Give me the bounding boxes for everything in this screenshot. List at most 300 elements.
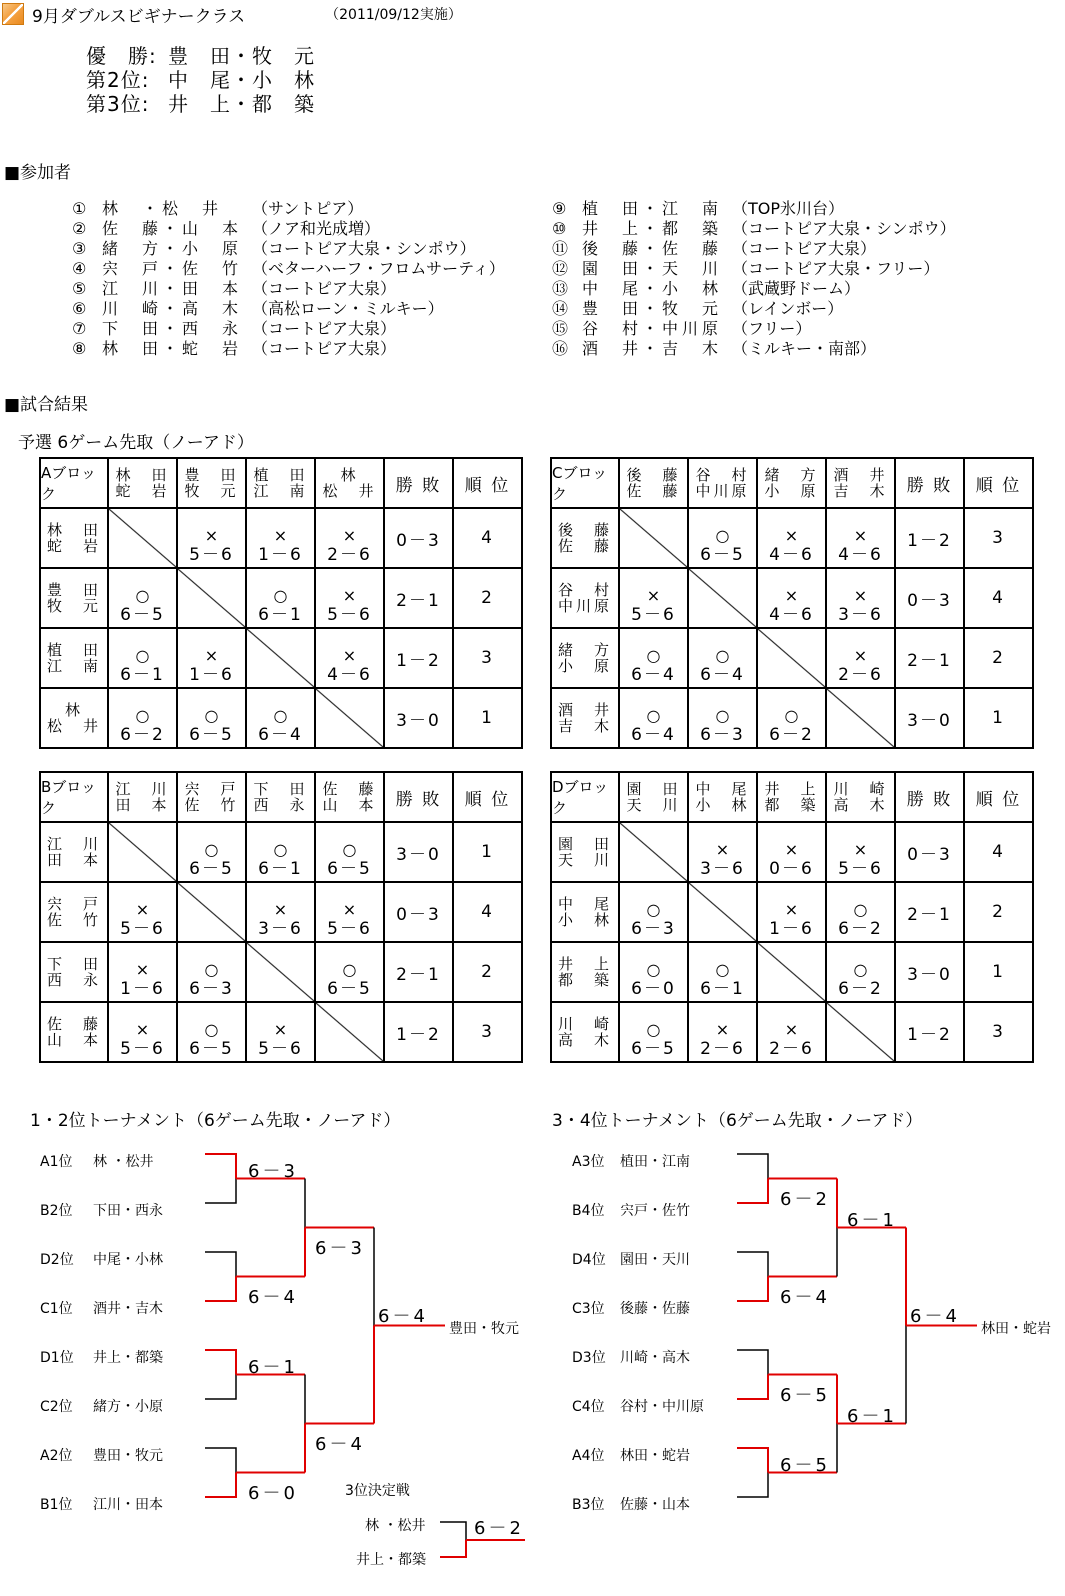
player-name: 都 築: [764, 796, 819, 814]
player-name: 宍 戸: [184, 780, 239, 798]
player-name: 緒 方: [557, 641, 612, 659]
match-score: 2－6: [327, 545, 372, 565]
match-score: 6－5: [120, 605, 165, 625]
match-score: 1－6: [258, 545, 303, 565]
participant-number: ⑯: [552, 339, 569, 358]
player-name: 園 田: [557, 835, 612, 853]
event-date: （2011/09/12実施）: [325, 7, 462, 23]
bracket-line: [205, 1473, 236, 1498]
player-name: 山 本: [46, 1031, 101, 1049]
result-mark: ○: [646, 1020, 661, 1039]
bracket-seed: C3位: [572, 1301, 605, 1317]
bracket-seed: B2位: [40, 1203, 73, 1219]
rank: 3: [964, 508, 1033, 568]
rank: 1: [453, 822, 522, 882]
player-name: 豊 田: [184, 466, 239, 484]
participant-club: （コートピア大泉）: [252, 279, 397, 298]
win-loss: 0－3: [384, 508, 453, 568]
match-score: 6－4: [315, 1433, 365, 1455]
player-name: 天 川: [626, 796, 681, 814]
player-name: 田 本: [115, 796, 170, 814]
result-mark: ○: [135, 646, 150, 665]
player-name: 下 田: [253, 780, 308, 798]
player-name: 江 川: [46, 835, 101, 853]
result-mark: ○: [273, 840, 288, 859]
participant-names: 後 藤・佐 藤: [582, 239, 723, 258]
participant-names: 林 田・蛇 岩: [102, 339, 243, 358]
rank: 4: [964, 568, 1033, 628]
participant-club: （レインボー）: [732, 299, 844, 318]
bracket-line: [737, 1350, 768, 1375]
participant-number: ⑨: [552, 199, 567, 218]
rank: 2: [964, 882, 1033, 942]
result-mark: ○: [342, 840, 357, 859]
bracket-line: [205, 1154, 236, 1179]
bracket-team-name: 植田・江南: [620, 1154, 690, 1170]
win-loss: 2－1: [895, 628, 964, 688]
participant-club: （フリー）: [732, 319, 812, 338]
win-loss: 1－2: [384, 628, 453, 688]
bracket-team-name: 緒方・小原: [93, 1399, 163, 1415]
rank: 2: [453, 942, 522, 1002]
bracket-team-name: 川崎・高木: [620, 1350, 690, 1366]
match-score: 6－5: [327, 979, 372, 999]
participant-number: ⑦: [72, 319, 87, 338]
player-name: 下 田: [46, 955, 101, 973]
result-mark: ○: [646, 960, 661, 979]
third-place-team: 林 ・松井: [365, 1518, 426, 1534]
result-mark: ○: [273, 586, 288, 605]
bracket-seed: A1位: [40, 1154, 73, 1170]
participant-number: ⑪: [552, 239, 569, 258]
win-loss: 0－3: [895, 822, 964, 882]
win-loss: 2－1: [384, 942, 453, 1002]
match-score: 6－3: [631, 919, 676, 939]
player-name: 西 永: [46, 971, 101, 989]
bracket-line: [737, 1448, 768, 1473]
result-mark: ○: [715, 960, 730, 979]
result-mark: ×: [273, 900, 288, 919]
bracket-seed: D3位: [572, 1350, 606, 1366]
player-name: 高 木: [557, 1031, 612, 1049]
prelim-heading: 予選 6ゲーム先取（ノーアド）: [18, 433, 254, 453]
player-name: 松 井: [322, 482, 377, 500]
match-score: 6－5: [631, 1039, 676, 1059]
player-name: 緒 方: [764, 466, 819, 484]
match-score: 5－6: [327, 605, 372, 625]
match-score: 6－4: [700, 665, 745, 685]
player-name: 吉 木: [833, 482, 888, 500]
bracket-team-name: 林 ・松井: [93, 1154, 154, 1170]
match-score: 5－6: [189, 545, 234, 565]
match-score: 6－5: [780, 1384, 830, 1406]
bracket-line: [205, 1448, 236, 1473]
match-score: 6－5: [780, 1454, 830, 1476]
win-loss-header: 勝 敗: [384, 772, 453, 822]
player-name: 中 尾: [695, 780, 750, 798]
result-mark: ○: [646, 900, 661, 919]
result-mark: ×: [342, 646, 357, 665]
match-score: 2－6: [769, 1039, 814, 1059]
bracket-line: [737, 1375, 768, 1400]
result-mark: ×: [342, 900, 357, 919]
bracket-team-name: 酒井・吉木: [93, 1301, 163, 1317]
result-mark: ○: [273, 706, 288, 725]
participant-names: 中 尾・小 林: [582, 279, 723, 298]
result-mark: ×: [135, 1020, 150, 1039]
bracket-line: [440, 1540, 466, 1557]
bracket-team-name: 下田・西永: [93, 1203, 163, 1219]
result-mark: ×: [135, 960, 150, 979]
bracket-team-name: 園田・天川: [620, 1252, 690, 1268]
participant-names: 園 田・天 川: [582, 259, 723, 278]
participant-number: ③: [72, 239, 87, 258]
block-label: Cブロック: [551, 458, 619, 508]
result-mark: ○: [646, 706, 661, 725]
win-loss: 0－3: [895, 568, 964, 628]
participant-number: ⑮: [552, 319, 569, 338]
bracket-line: [737, 1473, 768, 1498]
participant-number: ①: [72, 199, 87, 218]
bracket-line: [737, 1277, 768, 1302]
player-name: 林: [64, 701, 83, 719]
match-score: 6－4: [631, 725, 676, 745]
block-label: Aブロック: [40, 458, 108, 508]
player-name: 林 田: [46, 521, 101, 539]
player-name: 園 田: [626, 780, 681, 798]
result-mark: ×: [784, 586, 799, 605]
winner-row: 第3位: 井 上・都 築: [86, 92, 315, 116]
player-name: 井 上: [557, 955, 612, 973]
win-loss: 3－0: [895, 942, 964, 1002]
player-name: 牧 元: [46, 597, 101, 615]
participant-names: 植 田・江 南: [582, 199, 723, 218]
tournament34-title: 3・4位トーナメント（6ゲーム先取・ノーアド）: [552, 1111, 923, 1131]
rank: 1: [964, 942, 1033, 1002]
player-name: 江 川: [115, 780, 170, 798]
match-score: 6－4: [631, 665, 676, 685]
tournament12-title: 1・2位トーナメント（6ゲーム先取・ノーアド）: [30, 1111, 401, 1131]
player-name: 中 尾: [557, 895, 612, 913]
win-loss: 1－2: [895, 1002, 964, 1062]
player-name: 蛇 岩: [115, 482, 170, 500]
bracket-seed: C4位: [572, 1399, 605, 1415]
player-name: 後 藤: [557, 521, 612, 539]
bracket-line: [205, 1375, 236, 1400]
participant-club: （コートピア大泉）: [252, 319, 397, 338]
player-name: 谷 村: [695, 466, 750, 484]
match-score: 5－6: [258, 1039, 303, 1059]
result-mark: ○: [204, 1020, 219, 1039]
result-mark: ×: [784, 526, 799, 545]
participant-names: 林 ・松 井: [102, 199, 223, 218]
player-name: 小 原: [764, 482, 819, 500]
match-score: 5－6: [120, 1039, 165, 1059]
participant-number: ⑧: [72, 339, 87, 358]
win-loss-header: 勝 敗: [895, 772, 964, 822]
win-loss: 0－3: [384, 882, 453, 942]
participant-number: ⑩: [552, 219, 567, 238]
result-mark: ×: [273, 1020, 288, 1039]
block-label: Dブロック: [551, 772, 619, 822]
player-name: 小 林: [695, 796, 750, 814]
player-name: 蛇 岩: [46, 537, 101, 555]
participant-club: （サントピア）: [252, 199, 364, 218]
match-score: 6－2: [838, 979, 883, 999]
match-score: 5－6: [838, 859, 883, 879]
bracket-seed: D4位: [572, 1252, 606, 1268]
match-score: 6－1: [258, 605, 303, 625]
result-mark: ×: [784, 1020, 799, 1039]
result-mark: ○: [135, 586, 150, 605]
participant-number: ④: [72, 259, 87, 278]
match-score: 5－6: [327, 919, 372, 939]
result-mark: ×: [342, 586, 357, 605]
match-score: 6－0: [631, 979, 676, 999]
result-mark: ×: [204, 526, 219, 545]
win-loss: 2－1: [384, 568, 453, 628]
result-mark: ○: [135, 706, 150, 725]
match-score: 1－6: [189, 665, 234, 685]
rank: 1: [964, 688, 1033, 748]
tournament-winner: 林田・蛇岩: [981, 1320, 1051, 1337]
rank: 3: [964, 1002, 1033, 1062]
result-mark: ○: [784, 706, 799, 725]
participant-names: 川 崎・高 木: [102, 299, 243, 318]
participant-club: （高松ローン・ミルキー）: [252, 299, 444, 318]
player-name: 谷 村: [557, 581, 612, 599]
match-score: 6－3: [315, 1237, 365, 1259]
win-loss: 1－2: [384, 1002, 453, 1062]
match-score: 6－4: [780, 1286, 830, 1308]
player-name: 都 築: [557, 971, 612, 989]
bracket-team-name: 谷村・中川原: [620, 1399, 704, 1415]
bracket-team-name: 中尾・小林: [93, 1252, 163, 1268]
match-score: 6－3: [189, 979, 234, 999]
result-mark: ×: [784, 900, 799, 919]
match-score: 6－5: [189, 1039, 234, 1059]
bracket-team-name: 江川・田本: [93, 1497, 163, 1513]
match-score: 6－3: [700, 725, 745, 745]
bracket-seed: B4位: [572, 1203, 605, 1219]
final-score: 6－4: [378, 1305, 428, 1327]
result-mark: ×: [784, 840, 799, 859]
player-name: 植 田: [253, 466, 308, 484]
result-mark: ×: [853, 646, 868, 665]
bracket-line: [737, 1252, 768, 1277]
participant-club: （TOP氷川台）: [732, 199, 845, 218]
result-mark: ○: [715, 526, 730, 545]
match-score: 6－2: [120, 725, 165, 745]
participant-names: 谷 村・中川原: [582, 319, 723, 338]
match-score: 6－5: [327, 859, 372, 879]
participant-club: （ノア和光成増）: [252, 219, 381, 238]
rank: 2: [964, 628, 1033, 688]
participant-club: （ベターハーフ・フロムサーティ）: [252, 259, 505, 278]
player-name: 植 田: [46, 641, 101, 659]
player-name: 佐 藤: [322, 780, 377, 798]
winner-row: 第2位: 中 尾・小 林: [86, 68, 315, 92]
result-mark: ○: [204, 840, 219, 859]
participant-names: 江 川・田 本: [102, 279, 243, 298]
bracket-team-name: 豊田・牧元: [93, 1448, 163, 1464]
player-name: 天 川: [557, 851, 612, 869]
player-name: 佐 竹: [46, 911, 101, 929]
match-score: 3－6: [838, 605, 883, 625]
bracket-seed: D2位: [40, 1252, 74, 1268]
match-score: 6－5: [189, 859, 234, 879]
player-name: 林: [340, 466, 359, 484]
result-mark: ○: [715, 706, 730, 725]
bracket-team-name: 後藤・佐藤: [620, 1301, 690, 1317]
player-name: 江 南: [253, 482, 308, 500]
player-name: 井 上: [764, 780, 819, 798]
participant-number: ②: [72, 219, 87, 238]
match-score: 6－3: [248, 1160, 298, 1182]
player-name: 山 本: [322, 796, 377, 814]
match-score: 3－6: [700, 859, 745, 879]
participant-names: 下 田・西 永: [102, 319, 243, 338]
bracket-line: [205, 1277, 236, 1302]
participant-names: 豊 田・牧 元: [582, 299, 723, 318]
player-name: 江 南: [46, 657, 101, 675]
rank-header: 順 位: [453, 772, 522, 822]
match-score: 4－6: [327, 665, 372, 685]
player-name: 酒 井: [833, 466, 888, 484]
participant-names: 井 上・都 築: [582, 219, 723, 238]
result-mark: ×: [715, 840, 730, 859]
participant-names: 緒 方・小 原: [102, 239, 243, 258]
win-loss: 1－2: [895, 508, 964, 568]
participant-club: （コートピア大泉・シンポウ）: [732, 219, 956, 238]
participant-number: ⑭: [552, 299, 569, 318]
win-loss: 3－0: [895, 688, 964, 748]
match-score: 6－1: [258, 859, 303, 879]
third-place-score: 6－2: [474, 1518, 524, 1539]
match-score: 4－6: [769, 545, 814, 565]
final-score: 6－4: [910, 1305, 960, 1327]
rank-header: 順 位: [453, 458, 522, 508]
bracket-seed: A2位: [40, 1448, 73, 1464]
match-score: 6－1: [847, 1209, 897, 1231]
player-name: 豊 田: [46, 581, 101, 599]
bracket-seed: B3位: [572, 1497, 605, 1513]
winner-row: 優 勝: 豊 田・牧 元: [86, 44, 315, 68]
results-heading: ■試合結果: [4, 395, 89, 415]
player-name: 中川原: [695, 482, 750, 500]
rank: 3: [453, 628, 522, 688]
player-name: 後 藤: [626, 466, 681, 484]
bracket-line: [205, 1252, 236, 1277]
rank: 4: [453, 882, 522, 942]
match-score: 6－2: [838, 919, 883, 939]
result-mark: ○: [342, 960, 357, 979]
player-name: 佐 藤: [557, 537, 612, 555]
bracket-seed: C1位: [40, 1301, 73, 1317]
tournament-winner: 豊田・牧元: [449, 1320, 519, 1337]
page-title: 9月ダブルスビギナークラス: [32, 6, 246, 27]
rank-header: 順 位: [964, 458, 1033, 508]
bracket-line: [205, 1179, 236, 1204]
participant-number: ⑤: [72, 279, 87, 298]
result-mark: ×: [853, 586, 868, 605]
player-name: 小 林: [557, 911, 612, 929]
match-score: 6－1: [248, 1356, 298, 1378]
bracket-line: [205, 1350, 236, 1375]
match-score: 4－6: [769, 605, 814, 625]
player-name: 宍 戸: [46, 895, 101, 913]
rank: 2: [453, 568, 522, 628]
player-name: 林 田: [115, 466, 170, 484]
match-score: 3－6: [258, 919, 303, 939]
rank-header: 順 位: [964, 772, 1033, 822]
result-mark: ○: [204, 706, 219, 725]
participant-number: ⑥: [72, 299, 87, 318]
bracket-seed: B1位: [40, 1497, 73, 1513]
match-score: 2－6: [700, 1039, 745, 1059]
result-mark: ×: [715, 1020, 730, 1039]
player-name: 川 崎: [833, 780, 888, 798]
participant-club: （武蔵野ドーム）: [732, 279, 861, 298]
match-score: 5－6: [120, 919, 165, 939]
match-score: 6－1: [847, 1405, 897, 1427]
bracket-seed: A4位: [572, 1448, 605, 1464]
match-score: 6－4: [258, 725, 303, 745]
third-place-title: 3位決定戦: [345, 1483, 410, 1499]
match-score: 2－6: [838, 665, 883, 685]
result-mark: ○: [715, 646, 730, 665]
result-mark: ×: [853, 526, 868, 545]
participant-names: 佐 藤・山 本: [102, 219, 243, 238]
match-score: 0－6: [769, 859, 814, 879]
participant-names: 宍 戸・佐 竹: [102, 259, 243, 278]
participant-club: （コートピア大泉・シンポウ）: [252, 239, 476, 258]
win-loss-header: 勝 敗: [895, 458, 964, 508]
result-mark: ○: [646, 646, 661, 665]
participant-club: （ミルキー・南部）: [732, 339, 877, 358]
bracket-seed: C2位: [40, 1399, 73, 1415]
result-mark: ○: [204, 960, 219, 979]
player-name: 牧 元: [184, 482, 239, 500]
match-score: 1－6: [769, 919, 814, 939]
result-mark: ×: [273, 526, 288, 545]
player-name: 松 井: [46, 717, 101, 735]
result-mark: ×: [646, 586, 661, 605]
win-loss: 3－0: [384, 822, 453, 882]
win-loss-header: 勝 敗: [384, 458, 453, 508]
participant-number: ⑫: [552, 259, 569, 278]
player-name: 田 本: [46, 851, 101, 869]
match-score: 6－0: [248, 1482, 298, 1504]
match-score: 6－4: [248, 1286, 298, 1308]
result-mark: ×: [204, 646, 219, 665]
bracket-line: [737, 1154, 768, 1179]
player-name: 佐 藤: [46, 1015, 101, 1033]
participant-club: （コートピア大泉）: [252, 339, 397, 358]
participant-club: （コートピア大泉）: [732, 239, 877, 258]
match-score: 1－6: [120, 979, 165, 999]
participant-club: （コートピア大泉・フリー）: [732, 259, 940, 278]
match-score: 5－6: [631, 605, 676, 625]
win-loss: 2－1: [895, 882, 964, 942]
player-name: 酒 井: [557, 701, 612, 719]
player-name: 西 永: [253, 796, 308, 814]
participant-number: ⑬: [552, 279, 569, 298]
match-score: 6－1: [700, 979, 745, 999]
bracket-team-name: 井上・都築: [93, 1350, 163, 1366]
bracket-team-name: 佐藤・山本: [620, 1497, 690, 1513]
player-name: 佐 竹: [184, 796, 239, 814]
